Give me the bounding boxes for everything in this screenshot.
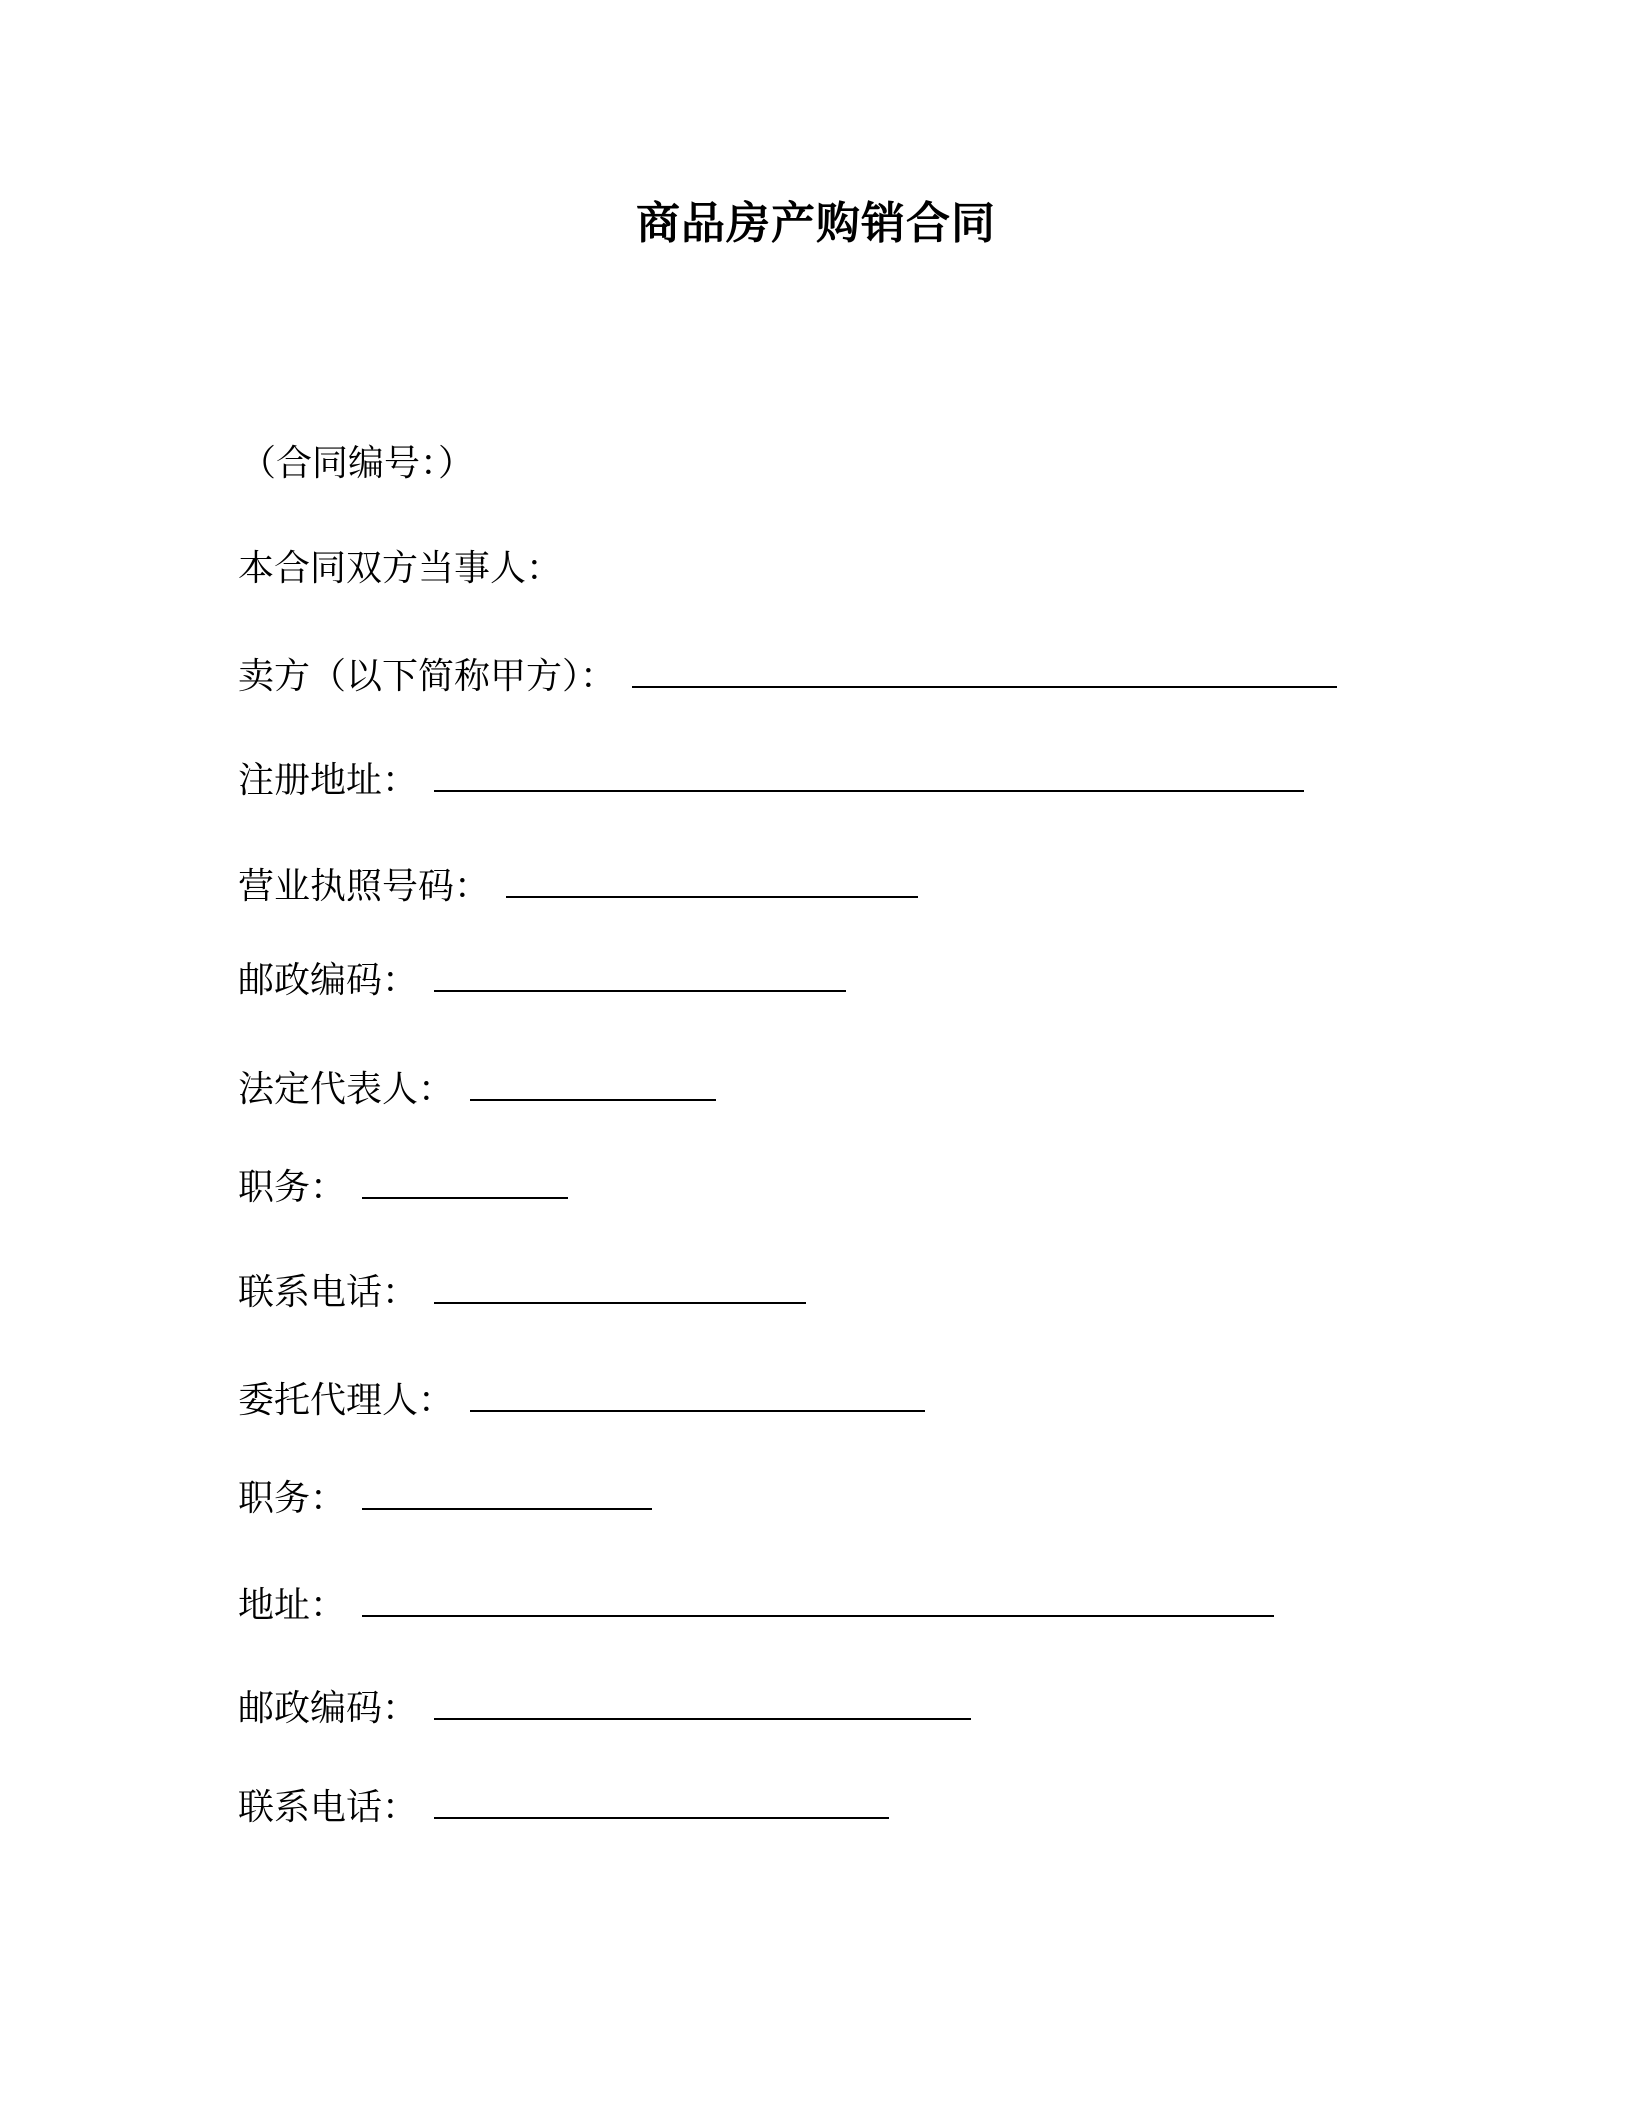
legal-representative-blank[interactable] <box>470 1065 716 1101</box>
registered-address-blank[interactable] <box>434 756 1304 792</box>
seller-field <box>238 652 1337 701</box>
phone-label-1: 联系电话： <box>238 1272 419 1313</box>
agent-label: 委托代理人： <box>238 1380 455 1421</box>
postal-code-field-1 <box>238 956 846 1005</box>
phone-label-2: 联系电话： <box>238 1787 419 1828</box>
position-field-2 <box>238 1474 652 1523</box>
position-label-1: 职务： <box>238 1167 347 1208</box>
legal-representative-field <box>238 1065 716 1114</box>
agent-blank[interactable] <box>470 1376 925 1412</box>
address-label: 地址： <box>238 1585 347 1626</box>
phone-field-1 <box>238 1268 806 1317</box>
postal-code-field-2 <box>238 1684 971 1733</box>
seller-blank[interactable] <box>632 652 1337 688</box>
contract-number-line: （合同编号：） <box>240 443 475 484</box>
address-blank[interactable] <box>362 1581 1274 1617</box>
position-field-1 <box>238 1163 568 1212</box>
postal-code-label-2: 邮政编码： <box>238 1688 419 1729</box>
registered-address-field <box>238 756 1304 805</box>
position-blank-1[interactable] <box>362 1163 568 1199</box>
postal-code-blank-2[interactable] <box>434 1684 971 1720</box>
document-title: 商品房产购销合同 <box>636 198 996 249</box>
postal-code-blank-1[interactable] <box>434 956 846 992</box>
position-blank-2[interactable] <box>362 1474 652 1510</box>
phone-field-2 <box>238 1783 889 1832</box>
business-license-label: 营业执照号码： <box>238 866 491 907</box>
phone-blank-2[interactable] <box>434 1783 889 1819</box>
phone-blank-1[interactable] <box>434 1268 806 1304</box>
agent-field <box>238 1376 925 1425</box>
business-license-field <box>238 862 918 911</box>
postal-code-label-1: 邮政编码： <box>238 960 419 1001</box>
legal-representative-label: 法定代表人： <box>238 1069 455 1110</box>
position-label-2: 职务： <box>238 1478 347 1519</box>
parties-heading: 本合同双方当事人： <box>238 548 563 589</box>
address-field <box>238 1581 1274 1630</box>
seller-label: 卖方（以下简称甲方）： <box>238 656 617 697</box>
registered-address-label: 注册地址： <box>238 760 419 801</box>
business-license-blank[interactable] <box>506 862 918 898</box>
